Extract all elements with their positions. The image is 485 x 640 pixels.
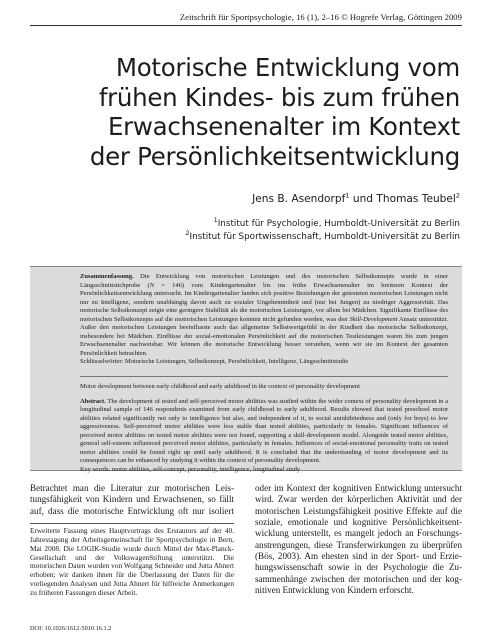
body-right-line-10: nitiven Entwicklung von Kindern erforscht. [255,585,414,596]
abstract-german [80,273,448,367]
author-line [30,193,460,205]
affiliations [30,218,460,243]
title-line-1: Motorische Entwicklung vom [115,53,460,82]
author-1: Jens B. Asendorpf [252,193,346,205]
affiliation-1-sup: 1 [213,216,218,225]
journal-header: Zeitschrift für Sportpsychologie, 16 (1), 2–16 © Hogrefe Verlag, Göttingen 2009 [179,12,462,22]
body-right-column [255,483,462,596]
title-line-4: der Persönlichkeitsentwicklung [89,141,460,171]
abstract-en-title: Motor development between early childhood and early adulthood in the context of personality development [80,383,360,390]
author-1-sup: 1 [345,191,350,200]
abstract-divider [80,376,448,377]
body-right-line-1: oder im Kontext der kognitiven Entwicklung untersucht [255,483,462,493]
author-2: Thomas Teubel [376,193,456,205]
abstract-de-part2: = 146) vom Kindergartenalter bis ins frühe Erwachsenenalter im breiteren Kontext der Persönlichkeitsentwicklung untersucht. Im Kindergartenalter fanden sich positive Beziehungen der getesteten motorischen Leistungen nicht nur zu Intelligenz, sondern unabhängig davon auch zu sozialer Ungehemmtheit und (nur bei Jungen) zu niedriger Aggressivität. Das motorische Selbstkonzept zeigte eine geringere Stabilität als die motorischen Leistungen, vor allem bei Mädchen. Signifikante Einflüsse des motorischen Selbstkonzepts auf die motorischen Leistungen konnten nicht gefunden werden, was den [80,281,448,323]
abstract-en-keywords: Key words: motor abilities, self-concept, personality, intelligence, longitudinal study [80,465,301,473]
abstract-de-keywords: Schlüsselwörter: Motorische Leistungen, Selbstkonzept, Persönlichkeit, Intelligenz, Längsschnittstudie [80,358,349,366]
body-left-line-1: Betrachtet man die Literatur zur motorischen Leis- [30,483,234,493]
abstract-en-lead: Abstract. [80,397,106,405]
affiliation-2 [30,228,460,244]
body-right-line-9: sammenhänge zwischen der motorischen und der kog- [255,573,462,584]
title-line-2: frühen Kindes- bis zum frühen [98,82,460,112]
abstract-de-lead: Zusammenfassung. [80,273,134,280]
affiliation-1-text: Institut für Psychologie, Humboldt-Universität zu Berlin [217,219,460,229]
body-left-column [30,483,234,517]
doi: DOI: 10.1026/1612-5010.16.1.2 [30,625,112,632]
author-and: und [352,193,374,205]
affiliation-2-text: Institut für Sportwissenschaft, Humboldt-Universität zu Berlin [189,231,460,242]
abstract-de-skill: Skill-Development [349,315,398,323]
abstract-en-text: The development of tested and self-perceived motor abilities was studied within the wider context of personality development in a longitudinal sample of 146 respondents examined from early childhood to early adulthood. Results showed that tested preschool motor abilities related significantly not only to intelligence but also, and independent of it, to social uninhibitedness and (only for boys) to low aggressiveness. Self-perceived motor abilities were less stable than tested abilities, particularly in females. Significant influences of perceived motor abilities on tested motor abilities were not found, supporting a skill-development model. Alongside tested motor abilities, general self-esteem influenced perceived motor abilities, particularly in females. Influences of social-emotional personality traits on tested motor abilities could be found right up until early adulthood. It is concluded that the understanding of motor development and its consequences can be enhanced by studying it within the context of personality development. [80,397,449,465]
abstract-de-part3: Ansatz unterstützt. Außer den motorischen Leistungen beeinflusste auch das allgemeine Selbstwertgefühl in der Kindheit das motorische Selbstkonzept, insbesondere bei Mädchen. Einflüsse der sozial-emotionalen Persönlichkeit auf die motorischen Testleistungen waren bis zum jungen Erwachsenenalter nachweisbar. Wir können die motorische Entwicklung besser verstehen, wenn wir sie im Kontext der gesamten Persönlichkeit betrachten. [80,315,448,357]
affiliation-1 [30,218,460,231]
header-rule [30,25,462,26]
footnote-rule [30,523,234,524]
abstract-de-n: N [149,281,155,289]
title-line-3: Erwachsenenalter im Kontext [107,112,460,141]
body-right-line-6: anstrengungen, diese Transferwirkungen zu überprüfen [255,539,462,550]
body-left-line-2: tungsfähigkeit von Kindern und Erwachsenen, so fällt [30,494,234,505]
body-right-line-7: (Bös, 2003). Am ehesten sind in der Sport- und Erzie- [255,551,462,562]
body-right-line-8: hungswissenschaft sowie in der Psychologie die Zu- [255,562,462,573]
body-right-line-2: wird. Zwar werden der körperlichen Aktivität und der [255,494,462,505]
article-title [30,53,460,171]
abstract-de-part1: Die Entwicklung von motorischen Leistungen und des motorischen Selbstkonzepts wurde in einer Längsschnittstichprobe ( [80,273,449,289]
abstract-english [80,383,448,474]
body-right-line-5: wicklung unterstellt, es mangelt jedoch an Forschungs- [255,528,462,539]
body-left-line-3: auf, dass die motorische Entwicklung oft nur isoliert [30,505,234,516]
footnote: Erweiterte Fassung eines Hauptvortrags des Erstautors auf der 40. Jahrestagung der Arbeitsgemeinschaft für Sportpsychologie in Bern, Mai 2008. Die LOGIK-Studie wurde durch Mittel der Max-Planck-Gesellschaft und der VolkswagenStiftung unterstützt. Die motorischen Daten wurden von Wolfgang Schneider und Jutta Ahnert erhoben; wir danken ihnen für die Überlassung der Daten für die vorliegenden Analysen und Jutta Ahnert für hilfreiche Anmerkungen zu früheren Fassungen dieser Arbeit. [30,526,234,597]
author-2-sup: 2 [455,191,460,200]
body-right-line-4: soziale, emotionale und kognitive Persönlichkeitsent- [255,517,462,528]
body-right-line-3: motorischen Leistungsfähigkeit positive Effekte auf die [255,505,462,516]
affiliation-2-sup: 2 [185,228,190,237]
